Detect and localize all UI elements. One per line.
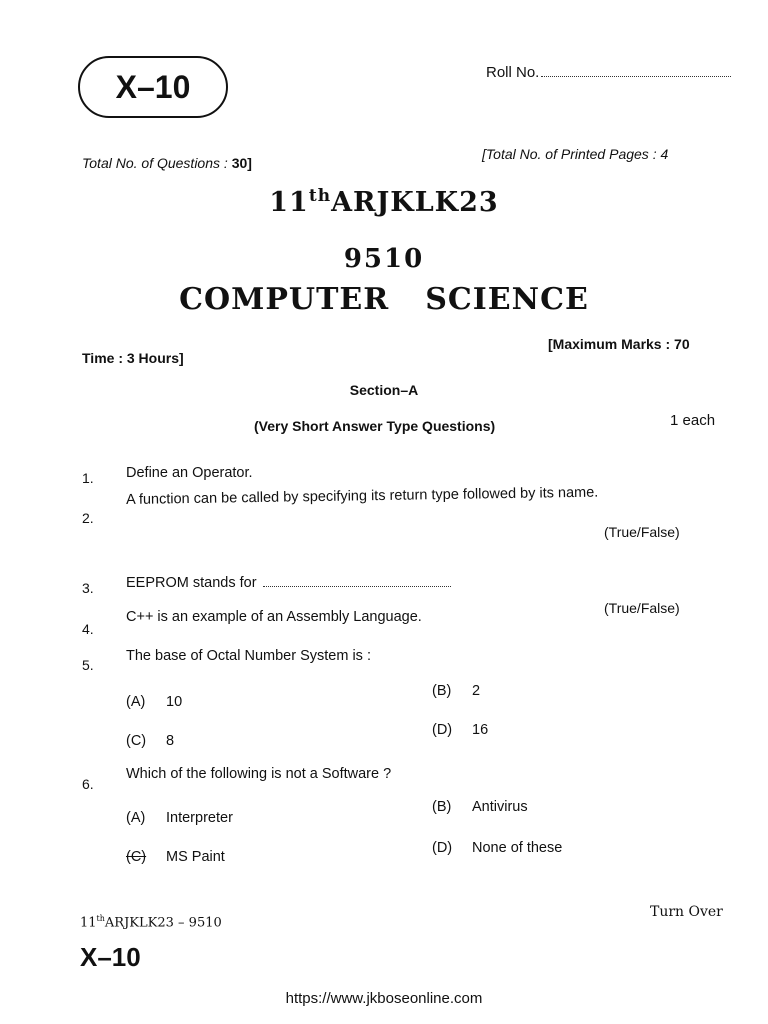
roll-label: Roll No. (486, 64, 540, 81)
option-text: 8 (166, 733, 175, 749)
question-text: A function can be called by specifying its return type followed by its name. (125, 484, 599, 508)
exam-code-title (0, 186, 768, 218)
option-label: (D) (432, 722, 453, 738)
subject-word-1: COMPUTER (179, 282, 390, 317)
question-number: 6. (82, 776, 94, 792)
roll-number-line (486, 64, 731, 81)
question-text: Define an Operator. (126, 465, 253, 481)
footer-exam-code (80, 914, 222, 930)
subject-title (0, 282, 768, 317)
section-marks: 1 each (670, 412, 716, 429)
option-text: None of these (472, 840, 563, 856)
total-questions (82, 155, 252, 171)
section-title: Section–A (349, 382, 419, 398)
option-label: (A) (126, 810, 146, 826)
option-text: Interpreter (166, 810, 233, 826)
option-label: (C) (126, 849, 147, 865)
true-false-tag: (True/False) (604, 524, 680, 540)
option-b (432, 799, 528, 815)
footer-paper-code: X–10 (80, 942, 141, 972)
exam-code-sup: th (308, 186, 332, 206)
footer-code-sup: th (96, 914, 105, 923)
option-label: (D) (432, 840, 453, 856)
option-d (432, 722, 488, 738)
option-label: (C) (126, 733, 147, 749)
option-d (432, 840, 562, 856)
option-c (126, 849, 225, 865)
total-pages: [Total No. of Printed Pages : 4 (482, 146, 669, 162)
roll-blank (541, 66, 731, 77)
exam-code-suffix: ARJKLK23 (331, 187, 499, 218)
question-text: C++ is an example of an Assembly Language. (126, 609, 422, 625)
option-label: (A) (126, 694, 146, 710)
option-text: 10 (166, 694, 183, 710)
question-number: 5. (82, 657, 94, 673)
option-a (126, 694, 182, 710)
subject-word-2: SCIENCE (425, 282, 589, 317)
footer-code-suffix: ARJKLK23 – 9510 (104, 915, 222, 931)
answer-blank (263, 576, 451, 587)
question-text-label: EEPROM stands for (126, 575, 257, 591)
option-label: (B) (432, 799, 452, 815)
option-b (432, 683, 480, 699)
question-number: 2. (82, 510, 94, 526)
question-number: 1. (82, 470, 94, 486)
source-url: https://www.jkboseonline.com (285, 990, 483, 1007)
section-subtitle: (Very Short Answer Type Questions) (254, 418, 496, 434)
option-text: 16 (472, 722, 489, 738)
option-c (126, 733, 174, 749)
option-text: Antivirus (472, 799, 528, 815)
paper-code-badge (78, 56, 228, 118)
question-number: 3. (82, 580, 94, 596)
option-a (126, 810, 233, 826)
question-text: The base of Octal Number System is : (126, 648, 371, 664)
option-text: MS Paint (166, 849, 225, 865)
turn-over-note: Turn Over (650, 904, 723, 920)
max-marks: [Maximum Marks : 70 (548, 336, 690, 352)
option-text: 2 (472, 683, 481, 699)
question-number: 4. (82, 621, 94, 637)
total-questions-label: Total No. of Questions : (82, 155, 232, 171)
question-text: Which of the following is not a Software ? (126, 766, 392, 782)
true-false-tag: (True/False) (604, 600, 680, 616)
total-questions-value: 30] (231, 155, 252, 171)
subject-code: 9510 (343, 244, 425, 274)
exam-code-prefix: 11 (269, 187, 309, 218)
question-text (126, 575, 451, 591)
exam-time: Time : 3 Hours] (82, 350, 184, 366)
option-label: (B) (432, 683, 452, 699)
paper-code: X–10 (115, 68, 191, 105)
footer-code-prefix: 11 (80, 915, 97, 931)
